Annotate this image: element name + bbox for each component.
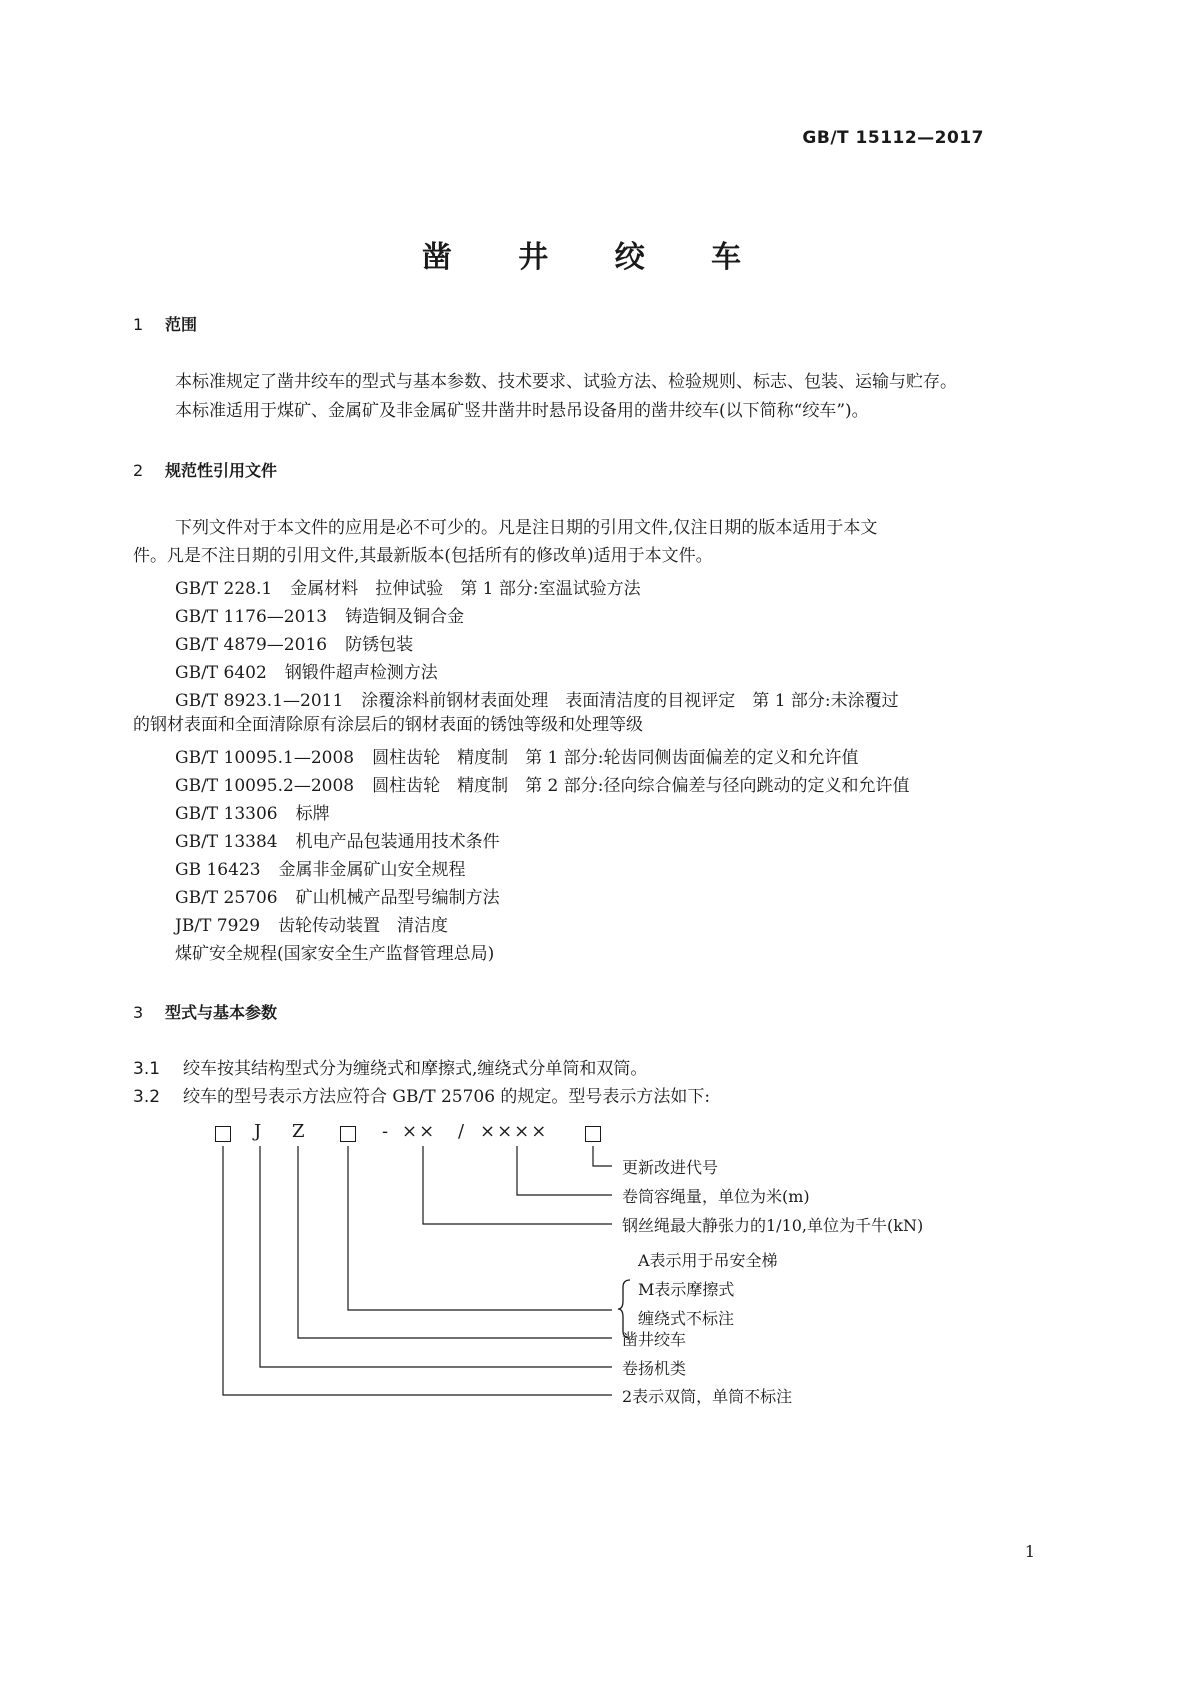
reference-code: JB/T 7929 <box>175 916 261 936</box>
page-number: 1 <box>1024 1542 1035 1561</box>
reference-code: GB/T 25706 <box>175 888 278 908</box>
code-tension-placeholder: ×× <box>402 1121 437 1142</box>
reference-code: GB/T 13306 <box>175 804 278 824</box>
label-type-m: M表示摩擦式 <box>638 1280 735 1299</box>
reference-code: GB/T 1176—2013 <box>175 607 328 627</box>
reference-title: 圆柱齿轮 精度制 第 2 部分:径向综合偏差与径向跳动的定义和允许值 <box>372 776 910 796</box>
code-capacity-placeholder: ×××× <box>480 1121 549 1142</box>
reference-code: GB/T 6402 <box>175 663 267 683</box>
reference-code: GB/T 10095.2—2008 <box>175 776 355 796</box>
label-hoist-class: 卷扬机类 <box>622 1359 687 1378</box>
reference-title: 金属非金属矿山安全规程 <box>278 860 466 880</box>
code-slash: / <box>458 1121 465 1142</box>
reference-code: GB/T 10095.1—2008 <box>175 748 355 768</box>
standard-code: GB/T 15112—2017 <box>802 128 984 148</box>
clause-number: 3.1 <box>133 1059 161 1079</box>
reference-title: 机电产品包装通用技术条件 <box>295 832 500 852</box>
reference-title: 煤矿安全规程(国家安全生产监督管理总局) <box>175 944 495 964</box>
reference-continuation: 的钢材表面和全面清除原有涂层后的钢材表面的锈蚀等级和处理等级 <box>133 715 643 735</box>
reference-title: 圆柱齿轮 精度制 第 1 部分:轮齿同侧齿面偏差的定义和允许值 <box>372 748 859 768</box>
reference-title: 涂覆涂料前钢材表面处理 表面清洁度的目视评定 第 1 部分:未涂覆过 <box>361 691 899 711</box>
reference-title: 金属材料 拉伸试验 第 1 部分:室温试验方法 <box>290 579 641 599</box>
section-2-intro-line-2: 件。凡是不注日期的引用文件,其最新版本(包括所有的修改单)适用于本文件。 <box>133 546 713 566</box>
reference-title: 防锈包装 <box>345 635 414 655</box>
label-double-drum: 2表示双筒，单筒不标注 <box>622 1387 793 1406</box>
section-2-intro-line-1: 下列文件对于本文件的应用是必不可少的。凡是注日期的引用文件,仅注日期的版本适用于本文 <box>175 518 878 538</box>
code-letter-z: Z <box>292 1121 305 1142</box>
label-sinking-winch: 凿井绞车 <box>622 1330 687 1349</box>
section-title: 规范性引用文件 <box>165 461 278 480</box>
section-title: 范围 <box>165 315 198 334</box>
clause-text: 绞车的型号表示方法应符合 GB/T 25706 的规定。型号表示方法如下: <box>183 1087 711 1107</box>
reference-code: GB/T 13384 <box>175 832 278 852</box>
section-title: 型式与基本参数 <box>165 1003 278 1022</box>
reference-code: GB 16423 <box>175 860 261 880</box>
label-type-a: A表示用于吊安全梯 <box>638 1251 778 1270</box>
document-title: 凿 井 绞 车 <box>421 240 770 275</box>
clause-number: 3.2 <box>133 1087 161 1107</box>
reference-code: GB/T 8923.1—2011 <box>175 691 344 711</box>
section-1-para-2: 本标准适用于煤矿、金属矿及非金属矿竖井凿井时悬吊设备用的凿井绞车(以下简称“绞车”)。 <box>175 401 869 421</box>
section-number: 3 <box>133 1003 144 1022</box>
reference-title: 钢锻件超声检测方法 <box>284 663 438 683</box>
code-dash: - <box>382 1121 389 1142</box>
reference-code: GB/T 228.1 <box>175 579 273 599</box>
code-letter-j: J <box>254 1121 262 1142</box>
label-type-wind: 缠绕式不标注 <box>638 1309 735 1328</box>
clause-text: 绞车按其结构型式分为缠绕式和摩擦式,缠绕式分单筒和双筒。 <box>183 1059 648 1079</box>
section-1-para-1: 本标准规定了凿井绞车的型式与基本参数、技术要求、试验方法、检验规则、标志、包装、运输与贮存。 <box>175 372 957 392</box>
reference-title: 齿轮传动装置 清洁度 <box>278 916 449 936</box>
section-number: 2 <box>133 461 144 480</box>
reference-code: GB/T 4879—2016 <box>175 635 328 655</box>
label-capacity: 卷筒容绳量，单位为米(m) <box>622 1187 810 1206</box>
reference-title: 铸造铜及铜合金 <box>345 607 465 627</box>
label-tension: 钢丝绳最大静张力的1/10,单位为千牛(kN) <box>622 1216 924 1235</box>
reference-title: 标牌 <box>295 804 330 824</box>
label-update-code: 更新改进代号 <box>622 1158 719 1177</box>
reference-title: 矿山机械产品型号编制方法 <box>295 888 500 908</box>
section-number: 1 <box>133 315 144 334</box>
